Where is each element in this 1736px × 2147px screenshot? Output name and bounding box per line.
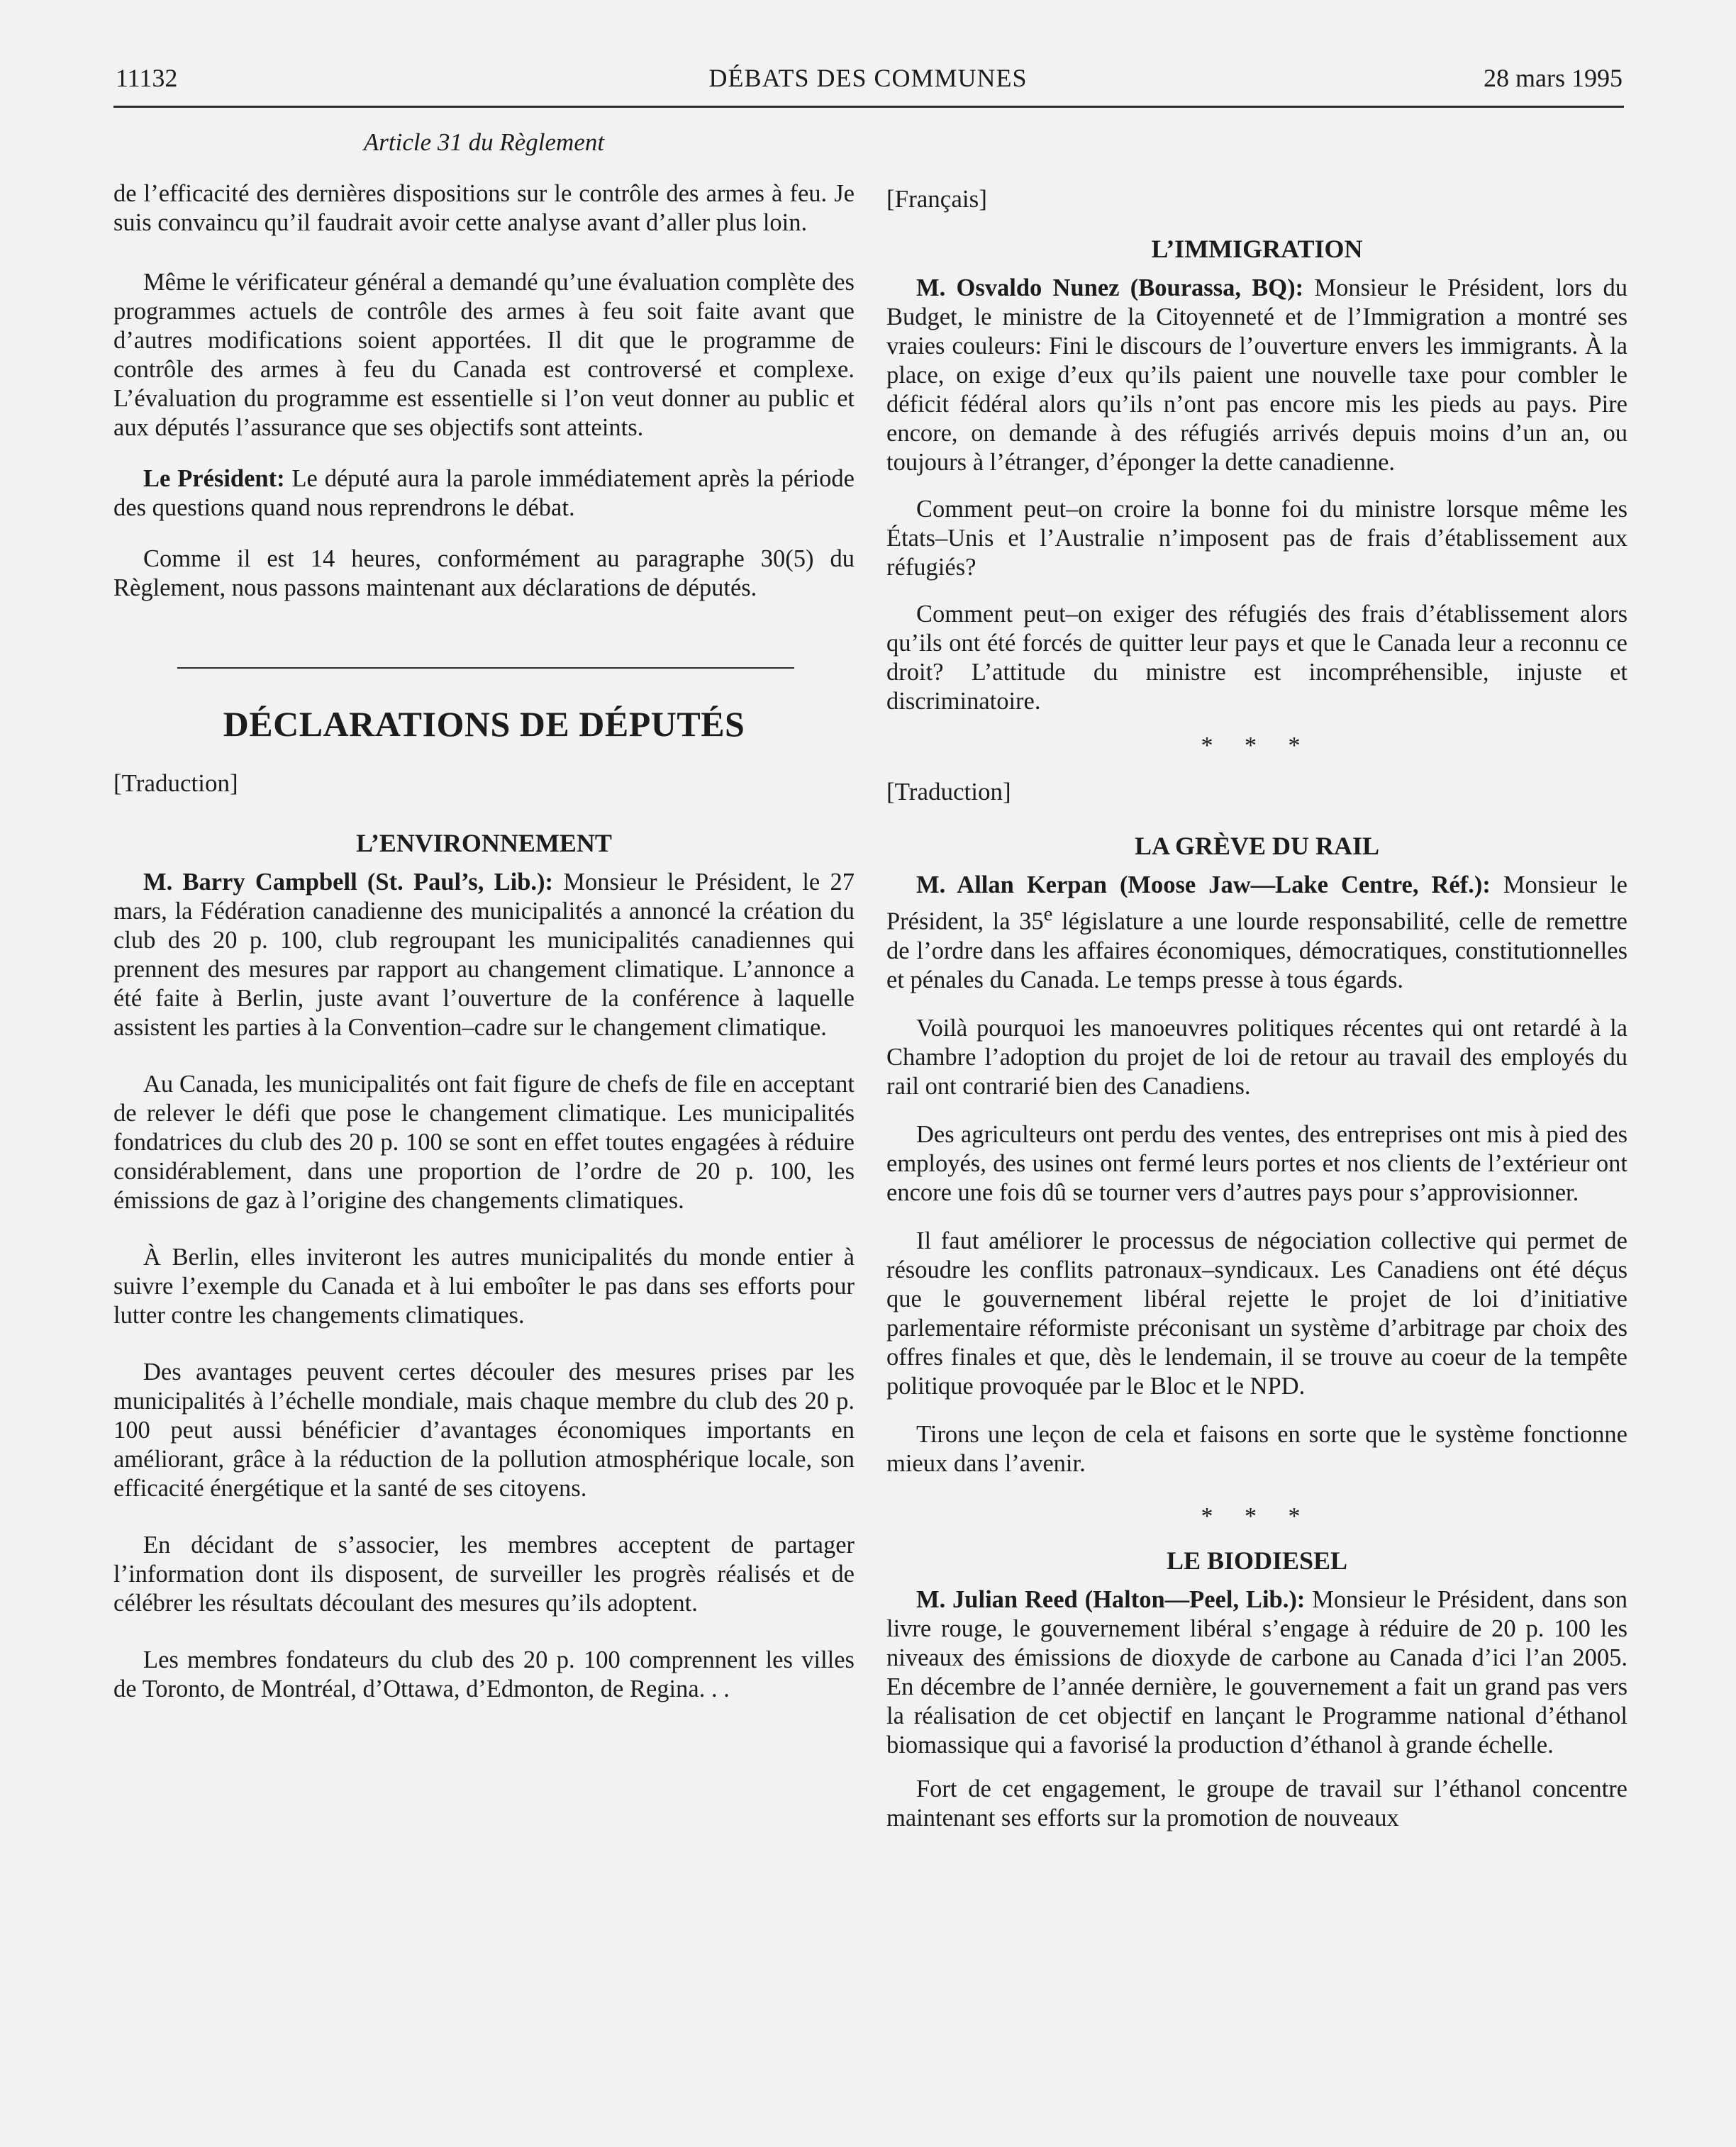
translation-tag-text: [Français] [886, 185, 987, 213]
speech-paragraph [113, 868, 855, 1042]
translation-tag-text: [Traduction] [886, 778, 1011, 805]
section-title: DÉCLARATIONS DE DÉPUTÉS [223, 704, 745, 744]
section-separator-stars: * * * [1201, 1502, 1313, 1529]
paragraph: de l’efficacité des dernières dispositions sur le contrôle des armes à feu. Je suis convaincu qu’il faudrait avoir cette analyse avant d’aller plus loin. [113, 180, 855, 236]
publication-title: DÉBATS DES COMMUNES [708, 64, 1028, 92]
paragraph: En décidant de s’associer, les membres acceptent de partager l’information dont ils disposent, de surveiller les progrès réalisés et de célébrer les résultats découlant des mesures qu’ils adoptent. [113, 1532, 855, 1617]
subject-heading: L’IMMIGRATION [1151, 235, 1363, 263]
paragraph: Il faut améliorer le processus de négociation collective qui permet de résoudre les conflits patronaux–syndicaux. Les Canadiens ont été déçus que le gouvernement libéral rejette le projet de loi d’initiative parlementaire réformiste préconisant un système d’arbitrage par choix des offres finales et que, dès le lendemain, il se trouve au coeur de la tempête politique provoquée par le Bloc et le NPD. [886, 1227, 1628, 1400]
paragraph: Tirons une leçon de cela et faisons en sorte que le système fonctionne mieux dans l’avenir. [886, 1420, 1628, 1477]
speech-text: Le député aura la parole immédiatement après la période des questions quand nous reprendrons le débat. [113, 465, 855, 521]
paragraph: Comme il est 14 heures, conformément au paragraphe 30(5) du Règlement, nous passons maintenant aux déclarations de députés. [113, 545, 855, 601]
speech-text: Monsieur le Président, dans son livre rouge, le gouvernement libéral s’engage à réduire de 20 p. 100 les niveaux des émissions de dioxyde de carbone au Canada d’ici l’an 2005. En décembre de l’année dernière, le gouvernement a fait un grand pas vers la réalisation de cet objectif en lançant le Programme national d’éthanol biomassique qui a favorisé la production d’éthanol à grande échelle. [886, 1585, 1628, 1758]
subject-heading: LE BIODIESEL [1166, 1546, 1348, 1575]
paragraph: Au Canada, les municipalités ont fait figure de chefs de file en acceptant de relever le défi que pose le changement climatique. Les municipalités fondatrices du club des 20 p. 100 se sont en effet toutes engagées à réduire considérablement, dans une proportion de l’ordre de 20 p. 100, les émissions de gaz à l’origine des changements climatiques. [113, 1071, 855, 1214]
translation-tag [886, 184, 1628, 213]
speech-text: Monsieur le Président, lors du Budget, le ministre de la Citoyenneté et de l’Immigration a montré ses vraies couleurs: Fini le discours de l’ouverture envers les immigrants. À la place, on exige d’eux qu’ils paient une nouvelle taxe pour combler le déficit fédéral alors qu’ils n’ont pas encore mis les pieds au pays. Pire encore, on demande à des réfugiés arrivés depuis moins d’un an, ou toujours à l’étranger, d’éponger la dette canadienne. [886, 274, 1628, 476]
ordinal-superscript: e [1043, 903, 1053, 925]
speech-paragraph [886, 1585, 1628, 1760]
standing-order-rubric: Article 31 du Règlement [363, 128, 605, 156]
subject-heading: LA GRÈVE DU RAIL [1134, 832, 1380, 860]
speaker-name: M. Julian Reed (Halton—Peel, Lib.): [916, 1585, 1306, 1613]
speech-paragraph [886, 274, 1628, 477]
paragraph: Fort de cet engagement, le groupe de travail sur l’éthanol concentre maintenant ses efforts sur la promotion de nouveaux [886, 1775, 1628, 1831]
translation-tag-text: [Traduction] [113, 769, 238, 797]
paragraph: Des avantages peuvent certes découler des mesures prises par les municipalités à l’échelle mondiale, mais chaque membre du club des 20 p. 100 peut aussi bénéficier d’avantages économiques importants en améliorant, grâce à la réduction de la pollution atmosphérique locale, son efficacité énergétique et la santé de ses citoyens. [113, 1359, 855, 1502]
issue-date: 28 mars 1995 [1484, 64, 1623, 92]
speaker-name: M. Barry Campbell (St. Paul’s, Lib.): [143, 869, 554, 896]
speech-paragraph [113, 464, 855, 523]
paragraph: Des agriculteurs ont perdu des ventes, des entreprises ont mis à pied des employés, des usines ont fermé leurs portes et nos clients de l’extérieur ont encore une fois dû se tourner vers d’autres pays pour s’approvisionner. [886, 1120, 1628, 1206]
translation-tag [886, 777, 1628, 806]
right-column [886, 184, 1628, 1848]
left-column [113, 128, 855, 1719]
paragraph: Même le vérificateur général a demandé qu’une évaluation complète des programmes actuels de contrôle des armes à feu soit faite avant que d’autres modifications soient apportées. Il dit que le programme de contrôle des armes à feu du Canada est controversé et complexe. L’évaluation du programme est essentielle si l’on veut donner au public et aux députés l’assurance que ses objectifs sont atteints. [113, 269, 855, 441]
subject-heading: L’ENVIRONNEMENT [356, 829, 612, 857]
speaker-name: Le Président: [143, 465, 285, 492]
speech-text: Monsieur le Président, la 35 [886, 871, 1628, 935]
translation-tag [113, 769, 855, 798]
paragraph: Comment peut–on exiger des réfugiés des frais d’établissement alors qu’ils ont été forcés de quitter leur pays et que le Canada leur a reconnu ce droit? L’attitude du ministre est incompréhensible, injuste et discriminatoire. [886, 601, 1628, 715]
speech-text: Monsieur le Président, le 27 mars, la Fédération canadienne des municipalités a annoncé la création du club des 20 p. 100, club regroupant les municipalités canadiennes qui prennent des mesures par rapport au changement climatique. L’annonce a été faite à Berlin, juste avant l’ouverture de la conférence à laquelle assistent les parties à la Convention–cadre sur le changement climatique. [113, 869, 855, 1041]
header-rule [113, 106, 1624, 108]
paragraph: Comment peut–on croire la bonne foi du ministre lorsque même les États–Unis et l’Australie n’imposent pas de frais d’établissement aux réfugiés? [886, 496, 1628, 581]
paragraph: Les membres fondateurs du club des 20 p. 100 comprennent les villes de Toronto, de Montréal, d’Ottawa, d’Edmonton, de Regina. . . [113, 1646, 855, 1702]
speech-text: législature a une lourde responsabilité, celle de remettre de l’ordre dans les affaires économiques, démocratiques, constitutionnelles et pénales du Canada. Le temps presse à tous égards. [886, 908, 1628, 993]
speaker-name: M. Allan Kerpan (Moose Jaw—Lake Centre, Réf.): [916, 871, 1491, 898]
page-number: 11132 [116, 64, 178, 92]
section-separator-stars: * * * [1201, 732, 1313, 759]
speaker-name: M. Osvaldo Nunez (Bourassa, BQ): [916, 274, 1304, 301]
speech-paragraph [886, 871, 1628, 995]
paragraph: À Berlin, elles inviteront les autres municipalités du monde entier à suivre l’exemple du Canada et à lui emboîter le pas dans ses efforts pour lutter contre les changements climatiques. [113, 1244, 855, 1329]
paragraph: Voilà pourquoi les manoeuvres politiques récentes qui ont retardé à la Chambre l’adoption du projet de loi de retour au travail des employés du rail ont contrarié bien des Canadiens. [886, 1014, 1628, 1100]
